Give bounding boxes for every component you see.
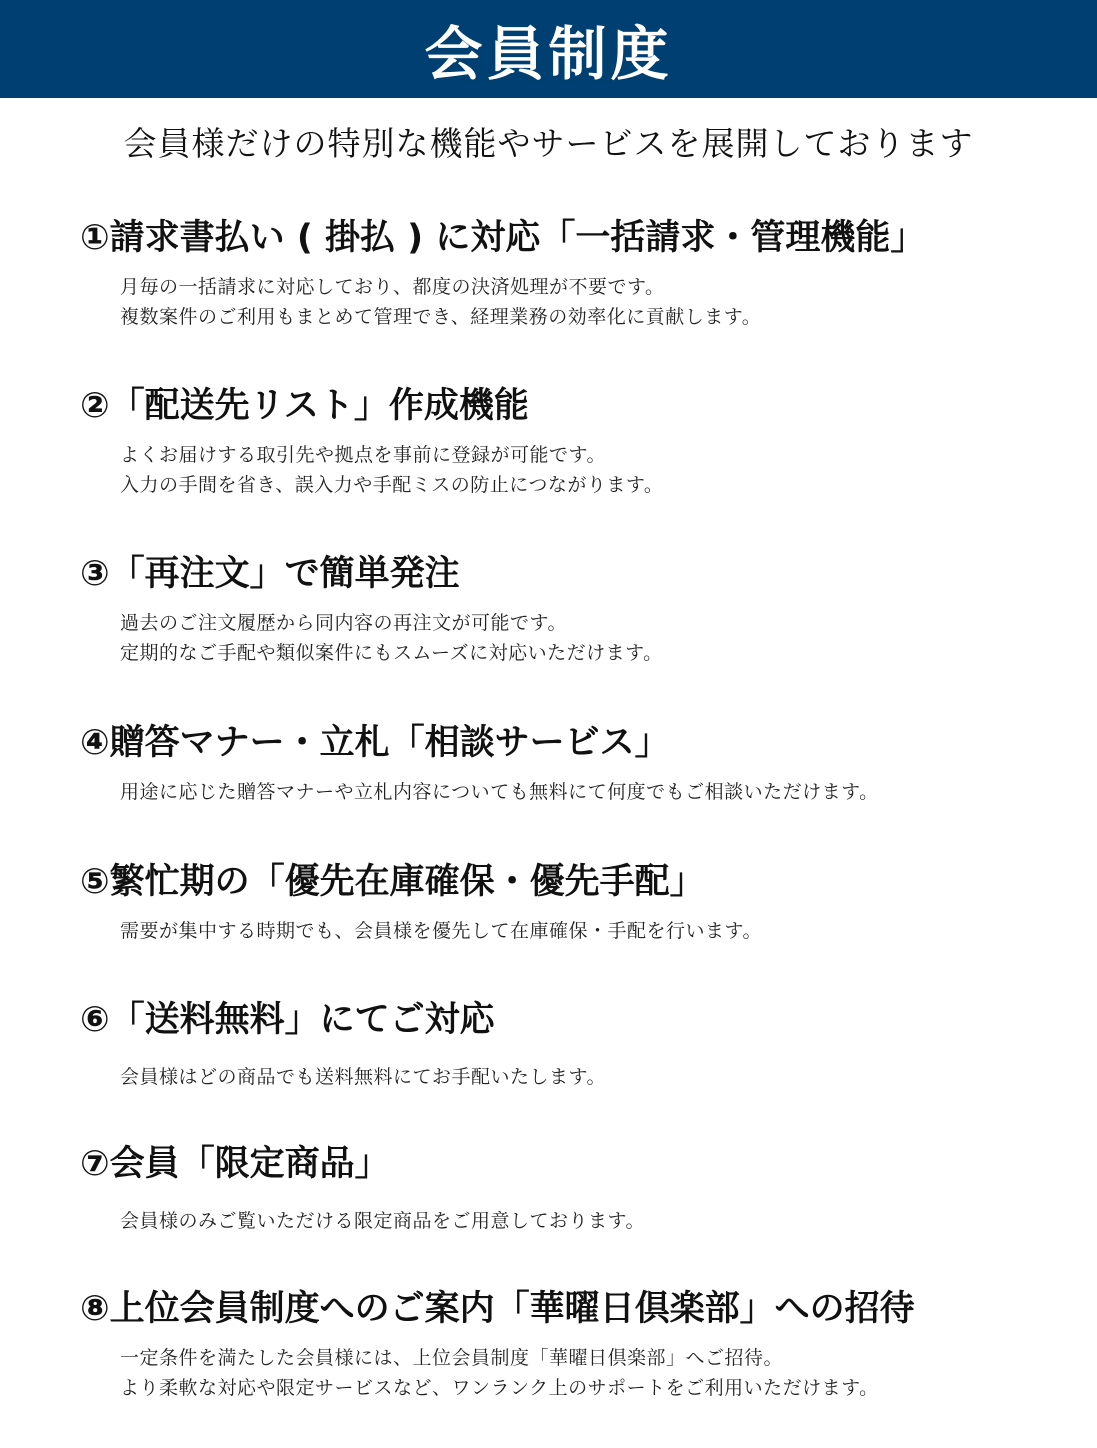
feature-line: 会員様のみご覧いただける限定商品をご用意しております。 [120, 1210, 645, 1232]
feature-7 [80, 1142, 1040, 1236]
feature-line: 複数案件のご利用もまとめて管理でき、経理業務の効率化に貢献します。 [120, 306, 762, 328]
feature-line: 入力の手間を省き、誤入力や手配ミスの防止につながります。 [120, 474, 664, 496]
feature-description [80, 777, 1040, 807]
feature-description [80, 440, 1040, 500]
page-title: 会員制度 [424, 20, 673, 88]
feature-line: よくお届けする取引先や拠点を事前に登録が可能です。 [120, 444, 606, 466]
feature-8 [80, 1287, 1040, 1403]
feature-line: 需要が集中する時期でも、会員様を優先して在庫確保・手配を行います。 [120, 920, 762, 942]
feature-heading: ②「配送先リスト」作成機能 [80, 386, 529, 426]
feature-line: 月毎の一括請求に対応しており、都度の決済処理が不要です。 [120, 276, 665, 298]
feature-3 [80, 552, 1040, 668]
feature-heading: ④贈答マナー・立札「相談サービス」 [80, 723, 670, 763]
feature-heading: ⑦会員「限定商品」 [80, 1144, 390, 1184]
intro-text: 会員様だけの特別な機能やサービスを展開しております [123, 124, 974, 163]
feature-description [80, 608, 1040, 668]
feature-heading: ①請求書払い ( 掛払 ) に対応「一括請求・管理機能」 [80, 218, 926, 258]
feature-line: より柔軟な対応や限定サービスなど、ワンランク上のサポートをご利用いただけます。 [120, 1377, 879, 1399]
feature-5 [80, 860, 1040, 946]
feature-heading: ⑥「送料無料」にてご対応 [80, 1000, 495, 1040]
feature-description [80, 916, 1040, 946]
feature-heading: ⑧上位会員制度へのご案内「華曜日倶楽部」への招待 [80, 1289, 915, 1329]
feature-line: 一定条件を満たした会員様には、上位会員制度「華曜日倶楽部」へご招待。 [120, 1347, 784, 1369]
feature-line: 用途に応じた贈答マナーや立札内容についても無料にて何度でもご相談いただけます。 [120, 781, 879, 803]
feature-4 [80, 721, 1040, 807]
feature-line: 会員様はどの商品でも送料無料にてお手配いたします。 [120, 1066, 606, 1088]
feature-2 [80, 384, 1040, 500]
feature-description [80, 272, 1040, 332]
feature-description [80, 1062, 1040, 1092]
feature-1 [80, 216, 1040, 332]
feature-heading: ③「再注文」で簡単発注 [80, 554, 460, 594]
feature-line: 定期的なご手配や類似案件にもスムーズに対応いただけます。 [120, 642, 663, 664]
page-header [0, 0, 1097, 98]
feature-description [80, 1343, 1040, 1403]
feature-6 [80, 998, 1040, 1092]
feature-line: 過去のご注文履歴から同内容の再注文が可能です。 [120, 612, 567, 634]
feature-heading: ⑤繁忙期の「優先在庫確保・優先手配」 [80, 862, 705, 902]
feature-description [80, 1206, 1040, 1236]
